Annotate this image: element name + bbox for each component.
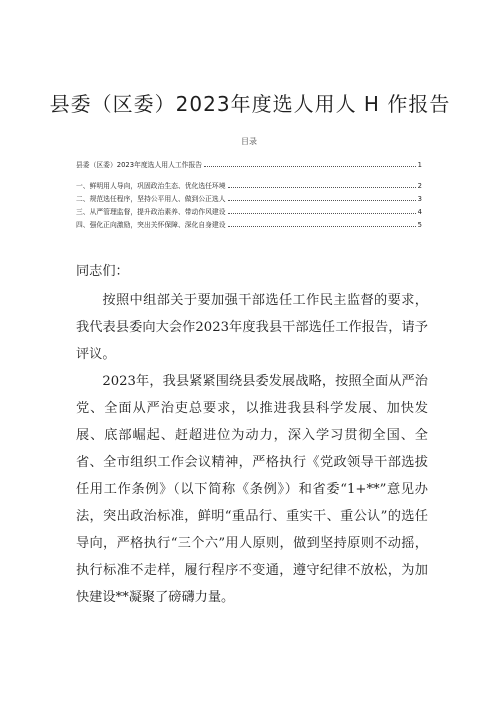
toc-entry-title: 二、规范选任程序，坚持公平用人、做到公正选人 <box>76 195 226 203</box>
toc-leader-dots <box>228 213 416 214</box>
body-paragraph: 按照中组部关于要加强干部选任工作民主监督的要求，我代表县委向大会作2023年度我县干部选任工作报告，请予评议。 <box>76 293 428 362</box>
table-of-contents <box>76 132 422 234</box>
salutation: 同志们： <box>76 264 129 279</box>
toc-entry[interactable] <box>76 195 422 203</box>
toc-leader-dots <box>204 166 416 167</box>
toc-leader-dots <box>228 200 416 201</box>
document-title: 县委（区委）2023年度选人用人 H 作报告 <box>49 92 451 116</box>
toc-entry-title: 三、从严管理监督，提升政治素养、带动作风建设 <box>76 208 226 216</box>
toc-entry-title: 一、鲜明用人导向，巩固政治生态、优化选任环境 <box>76 182 226 190</box>
toc-entry-title: 四、强化正向激励，突出关怀保障、深化自身建设 <box>76 221 226 229</box>
toc-entry-page: 4 <box>417 208 422 216</box>
document-body <box>76 258 428 611</box>
toc-entry[interactable] <box>76 208 422 216</box>
toc-entry-page: 3 <box>417 195 422 203</box>
toc-leader-dots <box>228 226 416 227</box>
toc-entry-page: 5 <box>417 221 422 229</box>
toc-entry-title: 县委（区委）2023年度选人用人工作报告 <box>76 161 203 169</box>
toc-heading: 目录 <box>241 137 257 146</box>
toc-entry[interactable] <box>76 161 422 169</box>
toc-leader-dots <box>228 187 416 188</box>
toc-entry-page: 1 <box>417 161 422 169</box>
toc-entry-page: 2 <box>417 182 422 190</box>
toc-entry[interactable] <box>76 221 422 229</box>
body-paragraph: 2023年，我县紧紧围绕县委发展战略，按照全面从严治党、全面从严治吏总要求，以推进我县科学发展、加快发展、底部崛起、赶超进位为动力，深入学习贯彻全国、全省、全市组织工作会议精神，严格执行《党政领导干部选拔任用工作条例》（以下简称《条例》）和省委“1+**”意见办法，突出政治标准，鲜明“重品行、重实干、重公认”的选任导向，严格执行“三个六”用人原则，做到坚持原则不动摇，执行标准不走样，履行程序不变通，遵守纪律不放松，为加快建设**凝聚了磅礴力量。 <box>76 374 428 605</box>
toc-entry[interactable] <box>76 182 422 190</box>
